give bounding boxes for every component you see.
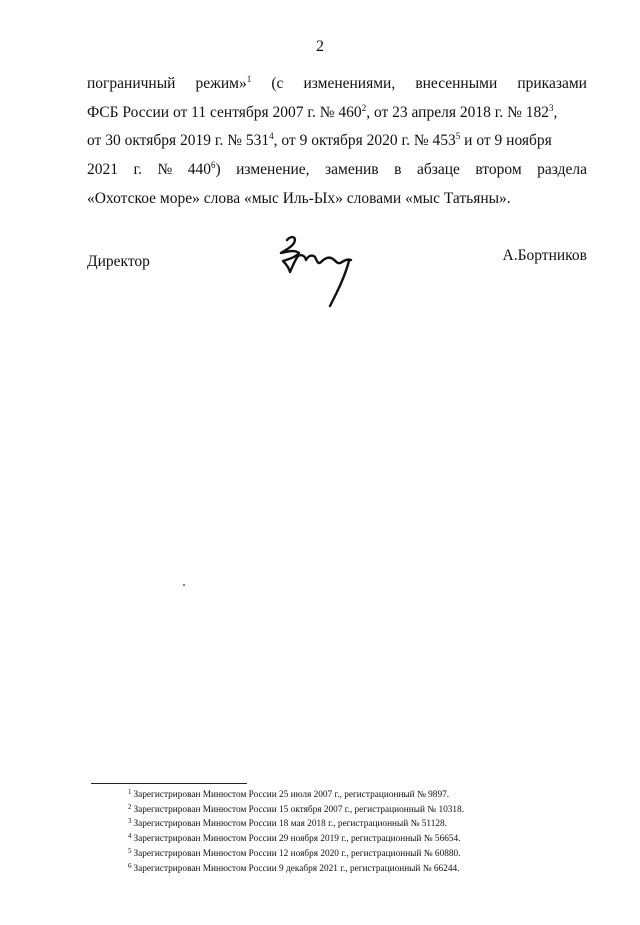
footnote-number: 6	[128, 861, 132, 870]
body-text-run: ФСБ России от 11 сентября 2007 г. № $460^2$, от 23 апреля 2018 г. № $182^3$,	[87, 102, 558, 121]
page-number: 2	[316, 38, 324, 55]
footnote: $^3$ Зарегистрирован Минюстом России 18 мая 2018 г., регистрационный № 51128.	[128, 817, 447, 830]
footnote-ref: 1	[246, 74, 252, 84]
body-line-1	[87, 70, 587, 99]
body-word: абзаце	[416, 161, 460, 179]
body-word: 2021	[87, 161, 118, 179]
footnote-number: 4	[128, 832, 132, 841]
footnote-ref: 3	[549, 102, 554, 113]
footnote-ref: 4	[269, 131, 274, 142]
footnote-number: 5	[128, 846, 132, 855]
body-word: №	[157, 161, 173, 179]
body-line-3	[87, 127, 587, 156]
footnotes	[128, 787, 464, 875]
footnote-number: 3	[128, 817, 132, 826]
body-paragraph	[87, 70, 587, 213]
body-word: г.	[133, 161, 142, 179]
body-word: изменениями,	[303, 75, 396, 92]
footnote-ref: 2	[361, 102, 367, 113]
body-word: заменив	[325, 161, 379, 179]
signature-block	[87, 247, 587, 320]
body-line-2	[87, 99, 587, 128]
body-word: в	[394, 161, 402, 179]
body-word: изменение,	[236, 161, 310, 179]
footnote: $^4$ Зарегистрирован Минюстом России 29 ноября 2019 г., регистрационный № 56654.	[128, 832, 461, 845]
footnote-number: 2	[128, 802, 132, 811]
body-line-4	[87, 156, 587, 185]
body-word: приказами	[517, 75, 587, 92]
footnote: $^6$ Зарегистрирован Минюстом России 9 декабря 2021 г., регистрационный № 66244.	[128, 861, 460, 874]
body-text-run: от 30 октября 2019 г. № $531^4$, от 9 октября 2020 г. № $453^5$ и от 9 ноября	[87, 131, 552, 150]
footnote-ref: 5	[455, 131, 461, 142]
body-line-5	[87, 185, 587, 214]
body-word: раздела	[537, 161, 587, 179]
scan-speck	[183, 584, 185, 586]
footnote-number: 1	[128, 788, 132, 796]
handwritten-signature	[275, 232, 365, 312]
footnote: $^1$ Зарегистрирован Минюстом России 25 июля 2007 г., регистрационный № 9897.	[128, 788, 450, 800]
body-word: режим»$^1$	[195, 74, 252, 92]
signatory-title: Директор	[87, 253, 150, 270]
body-word: втором	[475, 161, 522, 179]
body-word: внесенными	[415, 75, 498, 92]
body-text-run: «Охотское море» слова «мыс Иль-Ых» словами «мыс Татьяны».	[87, 189, 511, 207]
signatory-name: А.Бортников	[502, 247, 587, 264]
body-word: (с	[271, 75, 284, 92]
footnote: $^2$ Зарегистрирован Минюстом России 15 октября 2007 г., регистрационный № 10318.	[128, 802, 465, 815]
footnote-ref: 6	[210, 160, 216, 171]
body-word: пограничный	[87, 75, 176, 92]
body-word: $440^6$)	[187, 160, 221, 179]
footnote-separator	[91, 783, 247, 784]
footnote: $^5$ Зарегистрирован Минюстом России 12 ноября 2020 г., регистрационный № 60880.	[128, 846, 461, 859]
